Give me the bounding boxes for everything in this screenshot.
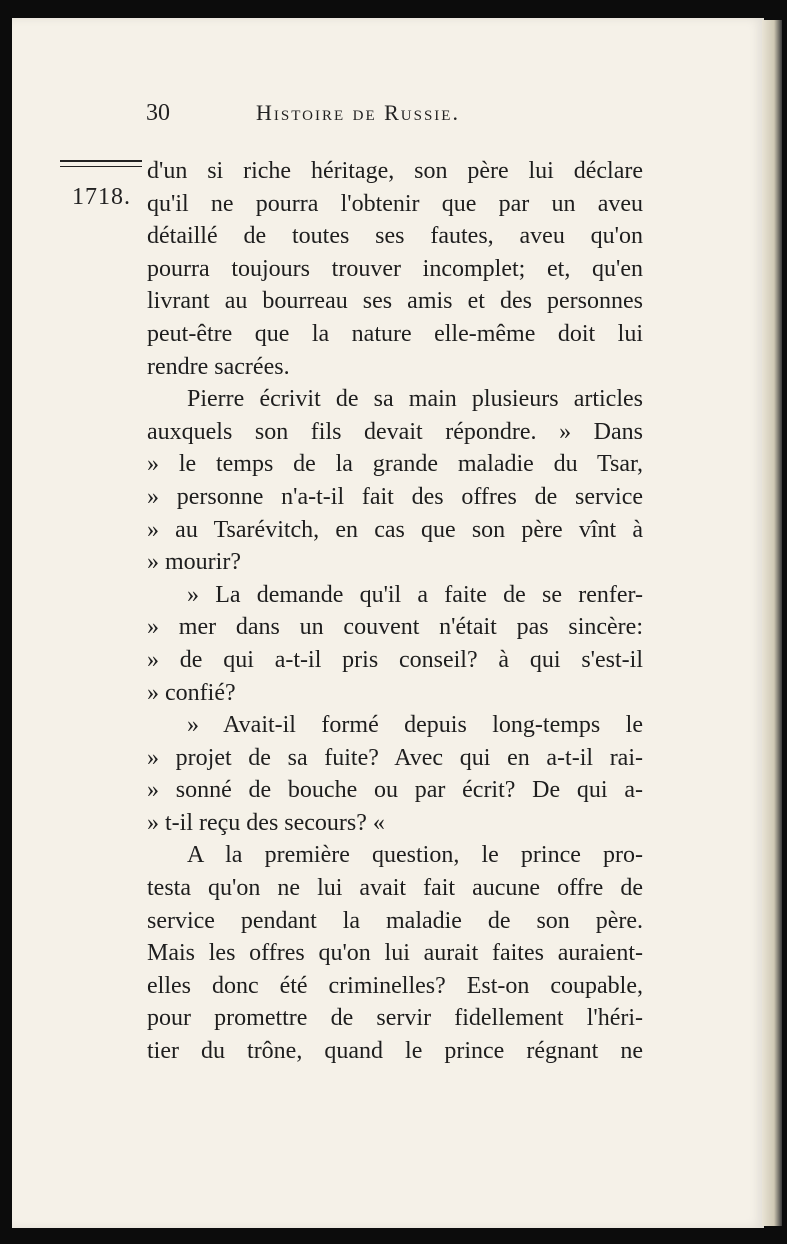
page-number: 30 <box>146 100 170 126</box>
text-line: » projet de sa fuite? Avec qui en a-t-il rai- <box>147 744 643 771</box>
text-line: testa qu'on ne lui avait fait aucune offre de <box>147 875 643 902</box>
text-line: » t-il reçu des secours? « <box>147 809 385 836</box>
text-line: » de qui a-t-il pris conseil? à qui s'est-il <box>147 646 643 673</box>
running-title: Histoire de Russie. <box>256 100 460 125</box>
text-line: » Avait-il formé depuis long-temps le <box>187 712 643 739</box>
text-line: auxquels son fils devait répondre. » Dans <box>147 418 643 445</box>
text-line: détaillé de toutes ses fautes, aveu qu'on <box>147 223 643 250</box>
text-line: pour promettre de servir fidellement l'héri- <box>147 1005 643 1032</box>
text-line: service pendant la maladie de son père. <box>147 907 643 934</box>
text-line: elles donc été criminelles? Est-on coupable, <box>147 972 643 999</box>
page-header <box>146 100 646 136</box>
body-text <box>147 155 643 1068</box>
margin-rule-bottom <box>60 166 142 167</box>
text-line: » le temps de la grande maladie du Tsar, <box>147 451 643 478</box>
text-line: Mais les offres qu'on lui aurait faites auraient- <box>147 940 643 967</box>
text-line: » au Tsarévitch, en cas que son père vînt à <box>147 516 643 543</box>
page-edge <box>762 20 782 1226</box>
text-line: A la première question, le prince pro- <box>187 842 643 869</box>
text-line: » mer dans un couvent n'était pas sincère: <box>147 614 643 641</box>
text-line: d'un si riche héritage, son père lui déclare <box>147 158 643 184</box>
text-line: » confié? <box>147 679 236 706</box>
margin-rule-top <box>60 160 142 162</box>
text-line: » personne n'a-t-il fait des offres de service <box>147 483 643 510</box>
text-line: » La demande qu'il a faite de se renfer- <box>187 581 643 608</box>
text-line: qu'il ne pourra l'obtenir que par un aveu <box>147 190 643 217</box>
text-line: peut-être que la nature elle-même doit lui <box>147 320 643 347</box>
text-line: rendre sacrées. <box>147 353 290 380</box>
text-line: livrant au bourreau ses amis et des personnes <box>147 288 643 315</box>
text-line: pourra toujours trouver incomplet; et, qu'en <box>147 255 643 282</box>
text-line: tier du trône, quand le prince régnant ne <box>147 1038 643 1065</box>
text-line: » mourir? <box>147 549 241 576</box>
margin-year: 1718. <box>72 184 131 210</box>
text-line: » sonné de bouche ou par écrit? De qui a- <box>147 777 643 804</box>
text-line: Pierre écrivit de sa main plusieurs articles <box>187 386 643 413</box>
